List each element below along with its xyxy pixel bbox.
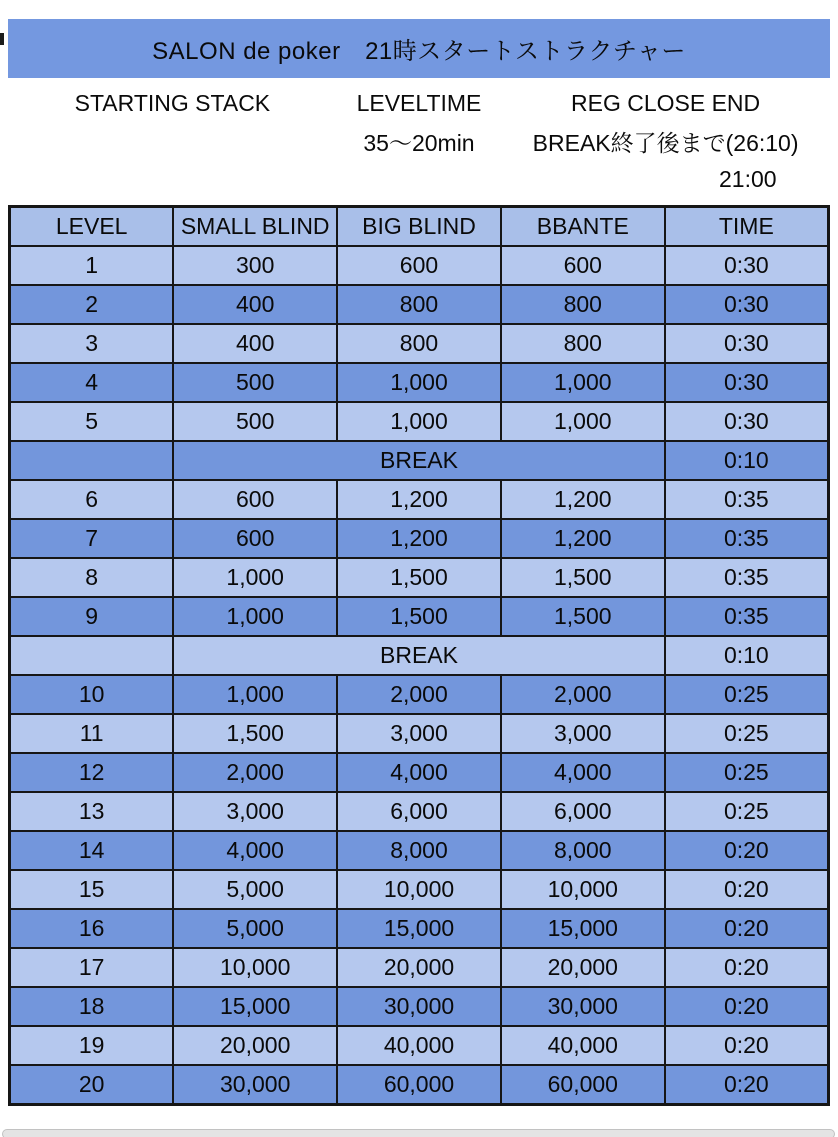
bbante-cell: 20,000: [501, 948, 665, 987]
small-blind-cell: 400: [173, 324, 337, 363]
edge-artifact-mark: [0, 33, 4, 45]
time-cell: 0:25: [665, 792, 829, 831]
small-blind-cell: 5,000: [173, 909, 337, 948]
big-blind-cell: 600: [337, 246, 501, 285]
time-cell: 0:20: [665, 948, 829, 987]
time-cell: 0:30: [665, 402, 829, 441]
time-column-header: TIME: [665, 207, 829, 247]
big-blind-cell: 8,000: [337, 831, 501, 870]
big-blind-cell: 6,000: [337, 792, 501, 831]
level-row: [10, 948, 829, 987]
bbante-cell: 1,200: [501, 480, 665, 519]
structure-table: [8, 205, 830, 1106]
big-blind-cell: 1,500: [337, 558, 501, 597]
break-label-cell: BREAK: [173, 441, 664, 480]
big-blind-cell: 1,200: [337, 519, 501, 558]
big-blind-cell: 60,000: [337, 1065, 501, 1105]
time-cell: 0:35: [665, 597, 829, 636]
level-cell: 11: [10, 714, 174, 753]
title-banner: [8, 19, 830, 78]
structure-table-header: [10, 207, 829, 247]
small-blind-cell: 4,000: [173, 831, 337, 870]
time-cell: 0:10: [665, 636, 829, 675]
bbante-cell: 4,000: [501, 753, 665, 792]
big-blind-cell: 30,000: [337, 987, 501, 1026]
small-blind-cell: 15,000: [173, 987, 337, 1026]
structure-table-body: [10, 246, 829, 1105]
bbante-cell: 800: [501, 324, 665, 363]
level-row: [10, 402, 829, 441]
level-row: [10, 831, 829, 870]
small-blind-cell: 1,000: [173, 558, 337, 597]
level-row: [10, 1065, 829, 1105]
page-title: SALON de poker 21時スタートストラクチャー: [152, 38, 686, 65]
bbante-cell: 8,000: [501, 831, 665, 870]
level-cell: 2: [10, 285, 174, 324]
bbante-column-header: BBANTE: [501, 207, 665, 247]
bbante-cell: 1,500: [501, 597, 665, 636]
level-cell: 14: [10, 831, 174, 870]
level-row: [10, 558, 829, 597]
level-column-header: LEVEL: [10, 207, 174, 247]
break-row: [10, 441, 829, 480]
big-blind-cell: 3,000: [337, 714, 501, 753]
big-blind-cell: 20,000: [337, 948, 501, 987]
level-row: [10, 1026, 829, 1065]
bbante-cell: 10,000: [501, 870, 665, 909]
big-blind-cell: 800: [337, 285, 501, 324]
time-cell: 0:35: [665, 480, 829, 519]
level-cell: 15: [10, 870, 174, 909]
break-row: [10, 636, 829, 675]
big-blind-column-header: BIG BLIND: [337, 207, 501, 247]
small-blind-cell: 2,000: [173, 753, 337, 792]
small-blind-cell: 500: [173, 402, 337, 441]
start-time-value: 21:00: [719, 165, 777, 192]
small-blind-cell: 1,000: [173, 675, 337, 714]
big-blind-cell: 800: [337, 324, 501, 363]
time-cell: 0:20: [665, 1026, 829, 1065]
level-cell: 16: [10, 909, 174, 948]
time-cell: 0:25: [665, 753, 829, 792]
big-blind-cell: 1,200: [337, 480, 501, 519]
small-blind-cell: 1,500: [173, 714, 337, 753]
level-row: [10, 246, 829, 285]
big-blind-cell: 10,000: [337, 870, 501, 909]
level-row: [10, 792, 829, 831]
level-row: [10, 909, 829, 948]
level-cell: 8: [10, 558, 174, 597]
level-cell: 20: [10, 1065, 174, 1105]
level-cell: 1: [10, 246, 174, 285]
level-row: [10, 987, 829, 1026]
bbante-cell: 60,000: [501, 1065, 665, 1105]
time-cell: 0:30: [665, 285, 829, 324]
bbante-cell: 800: [501, 285, 665, 324]
bbante-cell: 6,000: [501, 792, 665, 831]
bbante-cell: 1,200: [501, 519, 665, 558]
small-blind-cell: 30,000: [173, 1065, 337, 1105]
time-cell: 0:30: [665, 324, 829, 363]
leveltime-value: 35〜20min: [363, 129, 475, 156]
horizontal-scrollbar[interactable]: [2, 1129, 835, 1137]
bbante-cell: 1,000: [501, 363, 665, 402]
small-blind-cell: 300: [173, 246, 337, 285]
bbante-cell: 600: [501, 246, 665, 285]
level-row: [10, 675, 829, 714]
level-cell: [10, 441, 174, 480]
time-cell: 0:20: [665, 987, 829, 1026]
bbante-cell: 1,000: [501, 402, 665, 441]
time-cell: 0:20: [665, 909, 829, 948]
level-cell: 3: [10, 324, 174, 363]
break-label-cell: BREAK: [173, 636, 664, 675]
big-blind-cell: 4,000: [337, 753, 501, 792]
reg-close-end-value: BREAK終了後まで(26:10): [532, 129, 799, 156]
big-blind-cell: 1,500: [337, 597, 501, 636]
small-blind-cell: 600: [173, 519, 337, 558]
time-cell: 0:25: [665, 714, 829, 753]
bbante-cell: 15,000: [501, 909, 665, 948]
big-blind-cell: 1,000: [337, 402, 501, 441]
reg-close-end-label: REG CLOSE END: [571, 89, 761, 116]
level-row: [10, 753, 829, 792]
big-blind-cell: 15,000: [337, 909, 501, 948]
time-cell: 0:20: [665, 831, 829, 870]
time-cell: 0:25: [665, 675, 829, 714]
small-blind-cell: 1,000: [173, 597, 337, 636]
header-row: [10, 207, 829, 247]
starting-stack-label: STARTING STACK: [74, 89, 271, 116]
time-cell: 0:10: [665, 441, 829, 480]
small-blind-cell: 400: [173, 285, 337, 324]
level-cell: [10, 636, 174, 675]
bbante-cell: 30,000: [501, 987, 665, 1026]
level-row: [10, 870, 829, 909]
level-row: [10, 519, 829, 558]
level-cell: 9: [10, 597, 174, 636]
level-row: [10, 597, 829, 636]
small-blind-cell: 600: [173, 480, 337, 519]
level-cell: 13: [10, 792, 174, 831]
time-cell: 0:35: [665, 519, 829, 558]
level-cell: 10: [10, 675, 174, 714]
level-cell: 19: [10, 1026, 174, 1065]
level-row: [10, 363, 829, 402]
bbante-cell: 2,000: [501, 675, 665, 714]
level-cell: 7: [10, 519, 174, 558]
small-blind-cell: 10,000: [173, 948, 337, 987]
level-row: [10, 480, 829, 519]
time-cell: 0:30: [665, 246, 829, 285]
level-cell: 12: [10, 753, 174, 792]
time-cell: 0:20: [665, 1065, 829, 1105]
time-cell: 0:35: [665, 558, 829, 597]
level-cell: 5: [10, 402, 174, 441]
small-blind-cell: 20,000: [173, 1026, 337, 1065]
small-blind-column-header: SMALL BLIND: [173, 207, 337, 247]
big-blind-cell: 2,000: [337, 675, 501, 714]
level-cell: 18: [10, 987, 174, 1026]
time-cell: 0:20: [665, 870, 829, 909]
bbante-cell: 1,500: [501, 558, 665, 597]
leveltime-label: LEVELTIME: [356, 89, 482, 116]
level-row: [10, 324, 829, 363]
big-blind-cell: 40,000: [337, 1026, 501, 1065]
bbante-cell: 40,000: [501, 1026, 665, 1065]
big-blind-cell: 1,000: [337, 363, 501, 402]
level-row: [10, 714, 829, 753]
level-cell: 17: [10, 948, 174, 987]
level-cell: 6: [10, 480, 174, 519]
bbante-cell: 3,000: [501, 714, 665, 753]
small-blind-cell: 500: [173, 363, 337, 402]
small-blind-cell: 5,000: [173, 870, 337, 909]
level-row: [10, 285, 829, 324]
small-blind-cell: 3,000: [173, 792, 337, 831]
level-cell: 4: [10, 363, 174, 402]
time-cell: 0:30: [665, 363, 829, 402]
tournament-info-grid: [8, 84, 830, 198]
